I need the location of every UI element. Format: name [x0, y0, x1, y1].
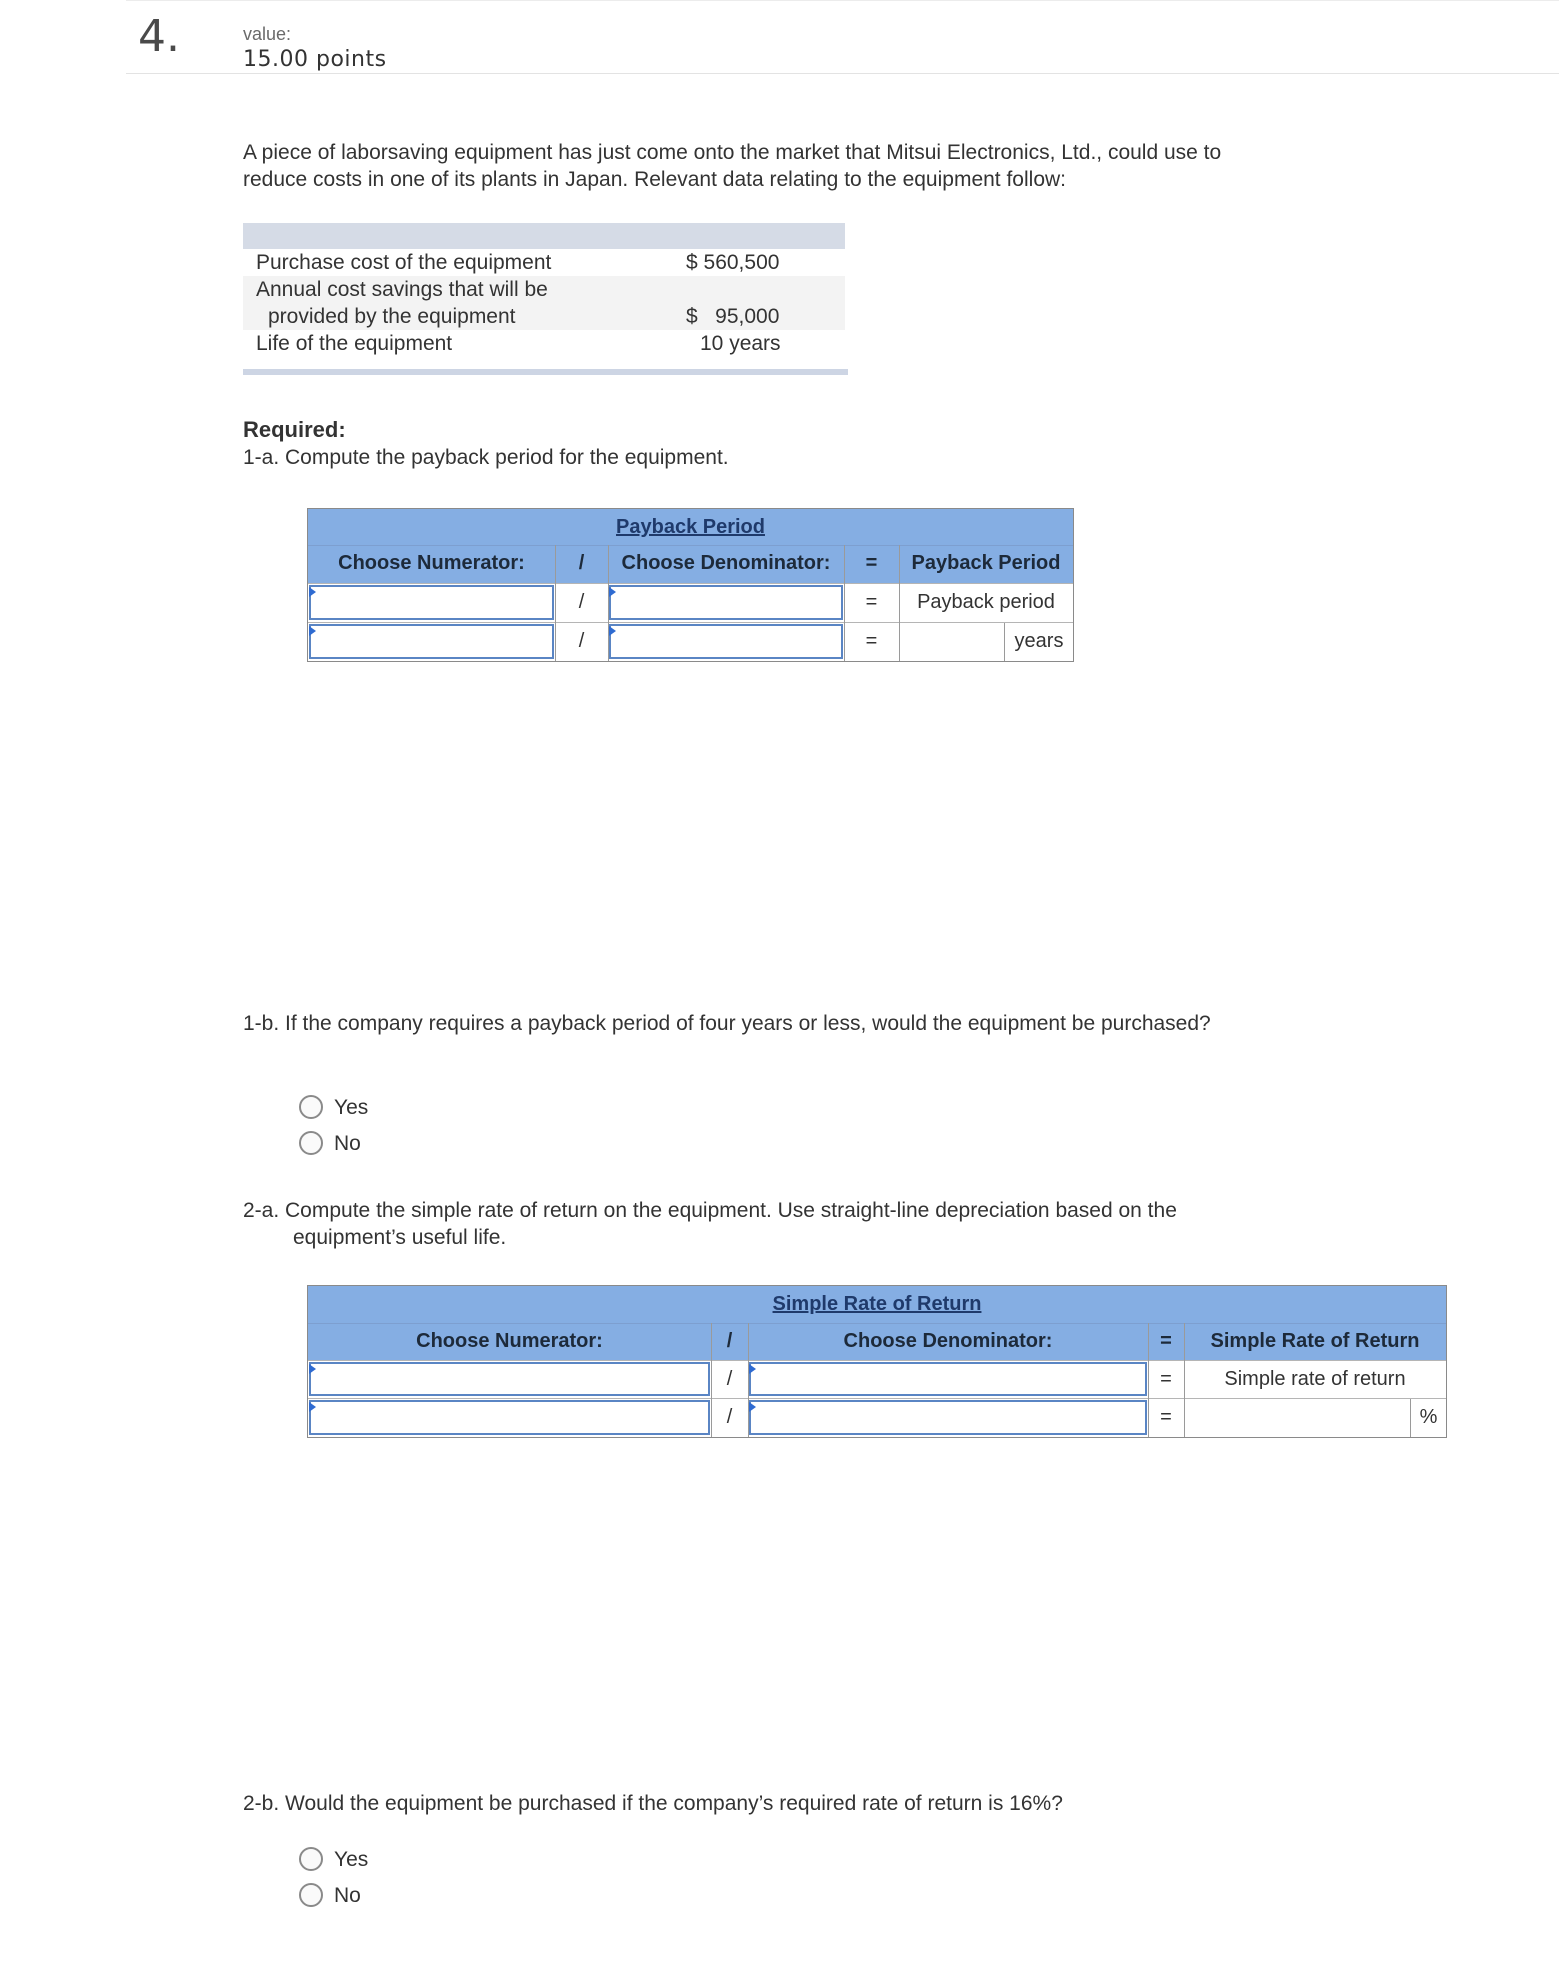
question-1a: 1-a. Compute the payback period for the equipment.	[243, 446, 729, 469]
radio-1b-yes[interactable]	[299, 1095, 323, 1119]
payback-numerator-select-1[interactable]	[309, 585, 554, 620]
table-row	[243, 276, 845, 330]
table-row	[243, 249, 845, 276]
denominator-header: Choose Denominator:	[608, 545, 844, 583]
payback-period-table	[307, 508, 1074, 662]
srr-percent-input[interactable]	[1185, 1400, 1410, 1436]
question-2a: 2-a. Compute the simple rate of return on the equipment. Use straight-line depreciation based on the equipment’s useful life.	[243, 1199, 1177, 1249]
payback-years-input[interactable]	[900, 624, 1004, 660]
question-1b: 1-b. If the company requires a payback period of four years or less, would the equipment be purchased?	[243, 1012, 1211, 1035]
payback-result-label: Payback period	[917, 591, 1055, 613]
srr-denominator-select-2[interactable]	[749, 1400, 1147, 1435]
problem-intro: A piece of laborsaving equipment has just come onto the market that Mitsui Electronics, Ltd., could use to reduce costs in one of its plants in Japan. Relevant data relating to the equipment follow:	[243, 141, 1222, 191]
srr-table-title: Simple Rate of Return	[308, 1286, 1446, 1323]
equals-sign: =	[865, 630, 878, 652]
result-header: Simple Rate of Return	[1184, 1323, 1446, 1360]
radio-2b-no-label[interactable]: No	[334, 1884, 361, 1907]
dropdown-indicator-icon	[749, 1402, 756, 1412]
payback-table-title: Payback Period	[308, 509, 1073, 545]
row-label-continued: provided by the equipment	[268, 305, 516, 328]
divide-sign: /	[726, 1406, 733, 1428]
table-footer-band	[243, 369, 848, 375]
required-heading: Required:	[243, 417, 346, 442]
points-value: 15.00 points	[243, 47, 387, 72]
divide-header: /	[555, 545, 608, 583]
row-value: 10 years	[700, 332, 781, 355]
row-value: $ 560,500	[686, 251, 780, 274]
simple-rate-of-return-table	[307, 1285, 1447, 1438]
header-divider	[308, 1323, 1446, 1324]
equals-header: =	[844, 545, 899, 583]
denominator-header: Choose Denominator:	[748, 1323, 1148, 1360]
numerator-header: Choose Numerator:	[308, 545, 555, 583]
header-divider	[308, 545, 1073, 546]
numerator-header: Choose Numerator:	[308, 1323, 711, 1360]
srr-numerator-select-2[interactable]	[309, 1400, 710, 1435]
table-row	[243, 330, 845, 360]
top-divider	[126, 0, 1559, 1]
percent-unit: %	[1419, 1406, 1438, 1428]
payback-denominator-select-2[interactable]	[609, 624, 843, 659]
result-header: Payback Period	[899, 545, 1073, 583]
years-unit: years	[1014, 630, 1064, 652]
divide-header: /	[711, 1323, 748, 1360]
value-label: value:	[243, 24, 292, 44]
row-label: Life of the equipment	[256, 332, 453, 355]
dropdown-indicator-icon	[309, 1402, 316, 1412]
radio-2b-no[interactable]	[299, 1883, 323, 1907]
row-value: $ 95,000	[686, 305, 780, 328]
divide-sign: /	[578, 630, 585, 652]
dropdown-indicator-icon	[309, 626, 316, 636]
payback-denominator-select-1[interactable]	[609, 585, 843, 620]
row-divider	[308, 622, 1073, 623]
dropdown-indicator-icon	[609, 626, 616, 636]
divide-sign: /	[726, 1368, 733, 1390]
question-number: 4.	[138, 11, 180, 62]
radio-1b-no[interactable]	[299, 1131, 323, 1155]
equals-sign: =	[1160, 1368, 1172, 1390]
radio-1b-no-label[interactable]: No	[334, 1132, 361, 1155]
header-divider	[126, 73, 1559, 74]
row-label: Purchase cost of the equipment	[256, 251, 552, 274]
radio-1b-yes-label[interactable]: Yes	[334, 1096, 369, 1119]
radio-2b-yes[interactable]	[299, 1847, 323, 1871]
equals-sign: =	[865, 591, 878, 613]
payback-numerator-select-2[interactable]	[309, 624, 554, 659]
dropdown-indicator-icon	[309, 1364, 316, 1374]
srr-denominator-select-1[interactable]	[749, 1362, 1147, 1396]
equals-header: =	[1148, 1323, 1184, 1360]
divide-sign: /	[578, 591, 585, 613]
srr-numerator-select-1[interactable]	[309, 1362, 710, 1396]
row-label: Annual cost savings that will be	[256, 278, 548, 301]
dropdown-indicator-icon	[749, 1364, 756, 1374]
dropdown-indicator-icon	[309, 587, 316, 597]
radio-2b-yes-label[interactable]: Yes	[334, 1848, 369, 1871]
question-2b: 2-b. Would the equipment be purchased if the company’s required rate of return is 16%?	[243, 1792, 1063, 1815]
dropdown-indicator-icon	[609, 587, 616, 597]
equals-sign: =	[1160, 1406, 1172, 1428]
table-header-band	[243, 223, 845, 249]
srr-result-label: Simple rate of return	[1224, 1368, 1406, 1390]
row-divider	[308, 1398, 1446, 1399]
